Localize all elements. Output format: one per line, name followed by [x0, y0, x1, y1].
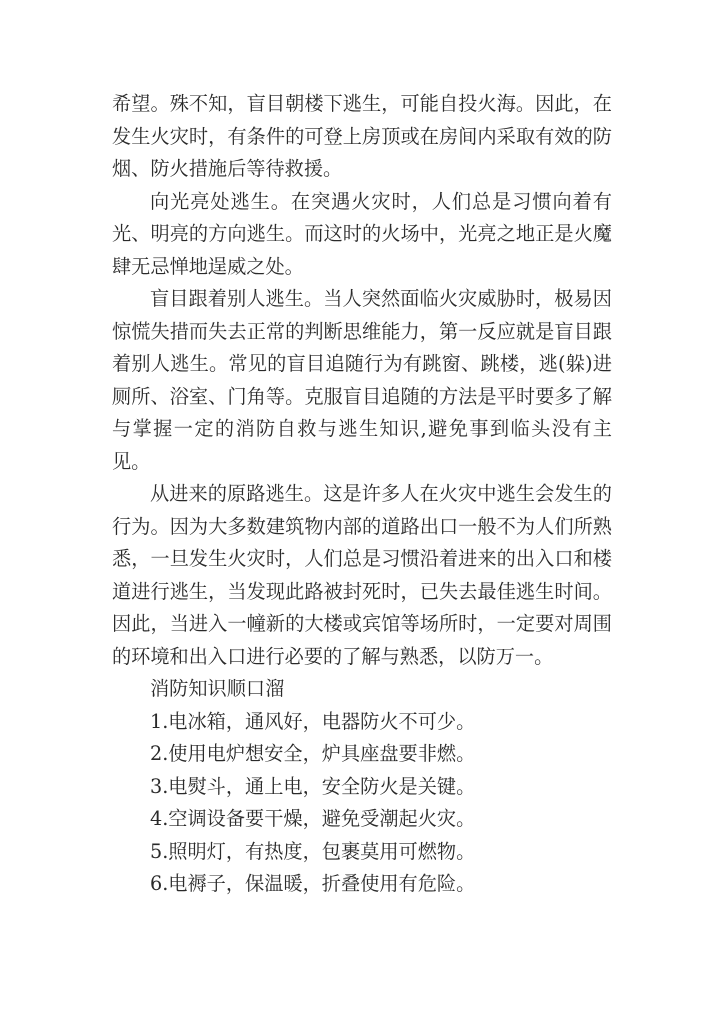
section-heading: 消防知识顺口溜 [150, 677, 285, 700]
paragraph-continuation: 希望。殊不知，盲目朝楼下逃生，可能自投火海。因此，在发生火灾时，有条件的可登上房顶或在房间内采取有效的防烟、防火措施后等待救援。 [112, 92, 612, 180]
document-body [112, 88, 612, 901]
list-item: 1.电冰箱，通风好，电器防火不可少。 [150, 709, 476, 733]
paragraph-original-route: 从进来的原路逃生。这是许多人在火灾中逃生会发生的行为。因为大多数建筑物内部的道路出口一般不为人们所熟悉，一旦发生火灾时，人们总是习惯沿着进来的出入口和楼道进行逃生，当发现此路被封死时，已失去最佳逃生时间。因此，当进入一幢新的大楼或宾馆等场所时，一定要对周围的环境和出入口进行必要的了解与熟悉，以防万一。 [112, 482, 612, 668]
list-item: 2.使用电炉想安全，炉具座盘要非燃。 [150, 742, 476, 765]
list-item: 4.空调设备要干燥，避免受潮起火灾。 [150, 807, 476, 830]
list-item: 5.照明灯，有热度，包裹莫用可燃物。 [150, 839, 476, 863]
list-item: 3.电熨斗，通上电，安全防火是关键。 [150, 774, 476, 798]
paragraph-following-others: 盲目跟着别人逃生。当人突然面临火灾威胁时，极易因惊慌失措而失去正常的判断思维能力，第一反应就是盲目跟着别人逃生。常见的盲目追随行为有跳窗、跳楼，逃(躲)进厕所、浴室、门角等。克服盲目追随的方法是平时要多了解与掌握一定的消防自救与逃生知识,避免事到临头没有主见。 [112, 287, 612, 473]
list-item: 6.电褥子，保温暖，折叠使用有危险。 [150, 872, 476, 895]
paragraph-escape-toward-light: 向光亮处逃生。在突遇火灾时，人们总是习惯向着有光、明亮的方向逃生。而这时的火场中，光亮之地正是火魔肆无忌惮地逞威之处。 [112, 189, 612, 278]
